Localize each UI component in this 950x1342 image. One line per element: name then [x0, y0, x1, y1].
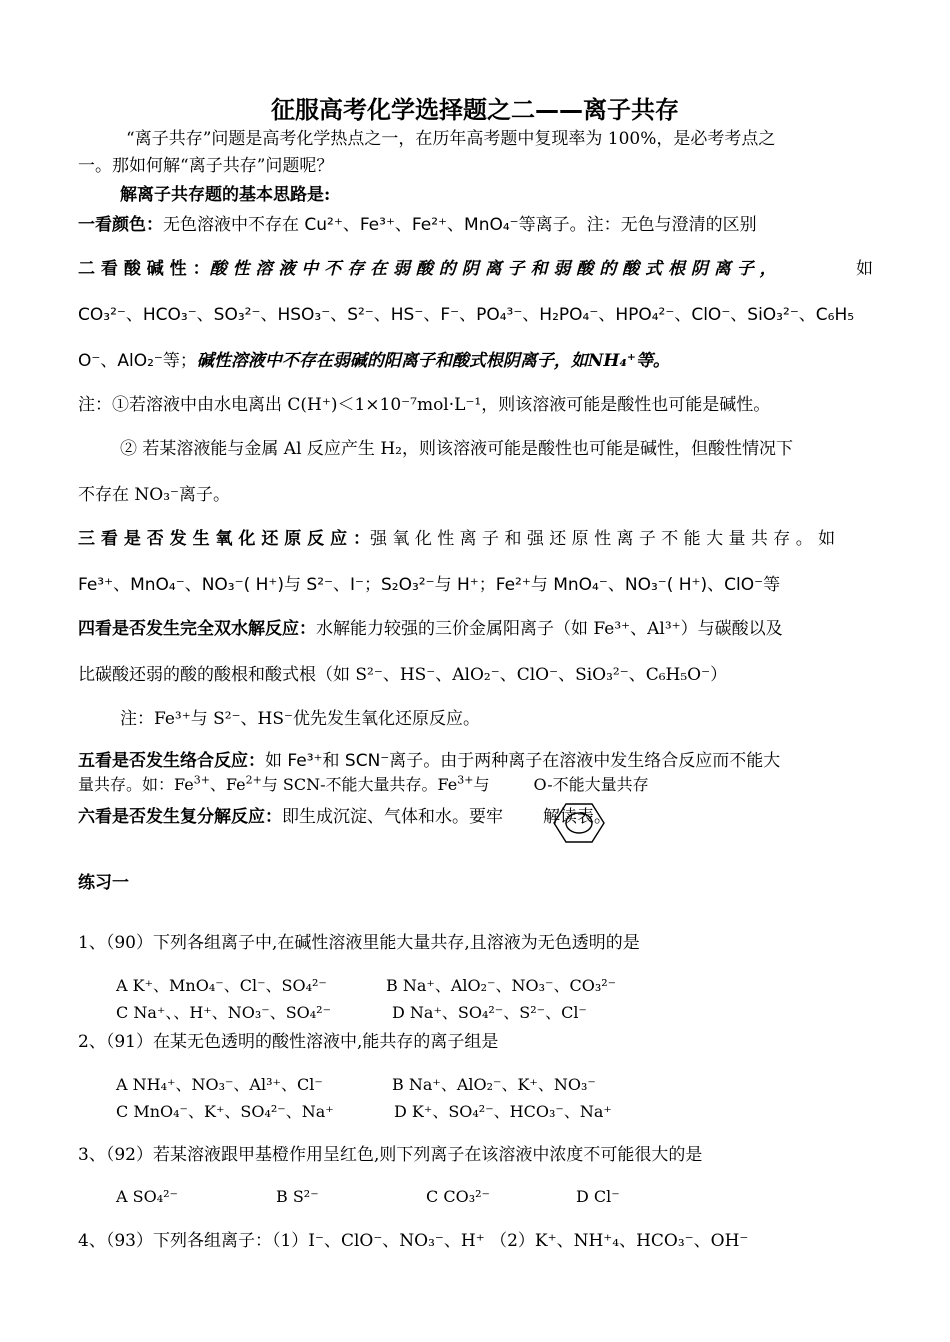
q2-option-d: D K⁺、SO₄²⁻、HCO₃⁻、Na⁺ — [394, 1102, 612, 1121]
step3-line — [78, 528, 878, 550]
step2-ion-list-end: O⁻、AlO₂⁻等； — [78, 351, 197, 371]
step5-seg-d: 与 — [473, 775, 490, 794]
fe3-charge: 3+ — [193, 773, 210, 787]
step5-seg-e: O-不能大量共存 — [533, 775, 649, 794]
intro-line-1: “离子共存”问题是高考化学热点之一，在历年高考题中复现率为 100%，是必考考点之 — [126, 129, 776, 149]
step5-heading: 五看是否发生络合反应： — [78, 751, 265, 771]
page-title: 征服高考化学选择题之二——离子共存 — [271, 96, 679, 124]
question-3-stem: 3、（92）若某溶液跟甲基橙作用呈红色,则下列离子在该溶液中浓度不可能很大的是 — [78, 1145, 703, 1165]
question-1-options-row-1 — [116, 975, 916, 997]
q3-option-b: B S²⁻ — [276, 1187, 319, 1206]
step2-ru: 如 — [856, 259, 873, 279]
note-1: 注：①若溶液中由水电离出 C(H⁺)＜1×10⁻⁷mol·L⁻¹，则该溶液可能是酸性也可能是碱性。 — [78, 395, 771, 415]
step4-line — [78, 618, 878, 640]
approach-heading: 解离子共存题的基本思路是: — [120, 185, 331, 205]
step5-line — [78, 750, 878, 772]
fe3-charge-2: 3+ — [457, 773, 474, 787]
intro-line-2: 一。那如何解“离子共存”问题呢？ — [78, 156, 334, 176]
step5-seg-b: 、Fe — [209, 775, 246, 794]
question-1-options-row-2 — [116, 1002, 916, 1024]
q1-option-a: A K⁺、MnO₄⁻、Cl⁻、SO₄²⁻ — [116, 976, 327, 995]
step3-heading: 三 看 是 否 发 生 氧 化 还 原 反 应 ： — [78, 529, 371, 549]
q3-option-c: C CO₃²⁻ — [426, 1187, 490, 1206]
step2-ion-list: CO₃²⁻、HCO₃⁻、SO₃²⁻、HSO₃⁻、S²⁻、HS⁻、F⁻、PO₄³⁻、H₂PO₄⁻、HPO₄²⁻、ClO⁻、SiO₃²⁻、C₆H₅ — [78, 305, 855, 325]
step1-line — [78, 214, 878, 236]
step6-text: 即生成沉淀、气体和水。要牢 — [282, 807, 503, 827]
benzene-ring-icon — [553, 801, 605, 845]
question-4-stem: 4、（93）下列各组离子：（1）I⁻、ClO⁻、NO₃⁻、H⁺ （2）K⁺、NH⁺₄、HCO₃⁻、OH⁻ — [78, 1231, 749, 1251]
step6-text-end: 解读表。 — [543, 807, 611, 827]
step2-line — [78, 258, 878, 280]
q3-option-a: A SO₄²⁻ — [116, 1187, 178, 1206]
question-2-options-row-2 — [116, 1101, 916, 1123]
question-2-stem: 2、（91）在某无色透明的酸性溶液中,能共存的离子组是 — [78, 1032, 499, 1052]
step5-seg-c: 与 SCN-不能大量共存。Fe — [261, 775, 458, 794]
q2-option-c: C MnO₄⁻、K⁺、SO₄²⁻、Na⁺ — [116, 1102, 334, 1121]
step4-text: 水解能力较强的三价金属阳离子（如 Fe³⁺、Al³⁺）与碳酸以及 — [316, 619, 783, 639]
q1-option-d: D Na⁺、SO₄²⁻、S²⁻、Cl⁻ — [392, 1003, 587, 1022]
q1-option-b: B Na⁺、AlO₂⁻、NO₃⁻、CO₃²⁻ — [386, 976, 617, 995]
fe2-charge: 2+ — [245, 773, 262, 787]
step1-text: 无色溶液中不存在 Cu²⁺、Fe³⁺、Fe²⁺、MnO₄⁻等离子。注：无色与澄清的区别 — [163, 215, 757, 235]
step2-line-3 — [78, 350, 878, 372]
q2-option-b: B Na⁺、AlO₂⁻、K⁺、NO₃⁻ — [392, 1075, 596, 1094]
step5-text: 如 Fe³⁺和 SCN⁻离子。 — [265, 751, 441, 771]
step4-note: 注：Fe³⁺与 S²⁻、HS⁻优先发生氧化还原反应。 — [120, 709, 480, 729]
question-1-stem: 1、（90）下列各组离子中,在碱性溶液里能大量共存,且溶液为无色透明的是 — [78, 933, 640, 953]
step2-heading: 二 看 酸 碱 性 ： — [78, 259, 210, 279]
step2-acid-rule: 酸 性 溶 液 中 不 存 在 弱 酸 的 阴 离 子 和 弱 酸 的 酸 式 根 阴 离 子 ， — [209, 259, 777, 279]
step5-text-b: 由于两种离子在溶液中发生络合反应而不能大 — [440, 751, 781, 771]
question-2-options-row-1 — [116, 1074, 916, 1096]
q2-option-a: A NH₄⁺、NO₃⁻、Al³⁺、Cl⁻ — [116, 1075, 323, 1094]
practice-title: 练习一 — [78, 873, 129, 893]
step4-heading: 四看是否发生完全双水解反应： — [78, 619, 316, 639]
step5-seg-a: 量共存。如：Fe — [78, 775, 194, 794]
step5-line-2 — [78, 774, 878, 796]
question-3-options — [116, 1186, 916, 1208]
q3-option-d: D Cl⁻ — [576, 1187, 620, 1206]
step1-heading: 一看颜色： — [78, 215, 163, 235]
step3-examples: Fe³⁺、MnO₄⁻、NO₃⁻( H⁺)与 S²⁻、I⁻；S₂O₃²⁻与 H⁺；Fe²⁺与 MnO₄⁻、NO₃⁻( H⁺)、ClO⁻等 — [78, 575, 781, 595]
step6-line — [78, 806, 878, 828]
q1-option-c: C Na⁺、、H⁺、NO₃⁻、SO₄²⁻ — [116, 1003, 332, 1022]
note-2: ② 若某溶液能与金属 Al 反应产生 H₂，则该溶液可能是酸性也可能是碱性，但酸性情况下 — [120, 439, 793, 459]
step4-line-2: 比碳酸还弱的酸的酸根和酸式根（如 S²⁻、HS⁻、AlO₂⁻、ClO⁻、SiO₃²⁻、C₆H₅O⁻） — [78, 665, 728, 685]
note-2-end: 不存在 NO₃⁻离子。 — [78, 485, 231, 505]
step2-base-rule: 碱性溶液中不存在弱碱的阳离子和酸式根阴离子，如NH₄⁺等。 — [196, 351, 670, 371]
step3-text: 强 氧 化 性 离 子 和 强 还 原 性 离 子 不 能 大 量 共 存 。 如 — [370, 529, 836, 549]
step6-heading: 六看是否发生复分解反应： — [78, 807, 282, 827]
